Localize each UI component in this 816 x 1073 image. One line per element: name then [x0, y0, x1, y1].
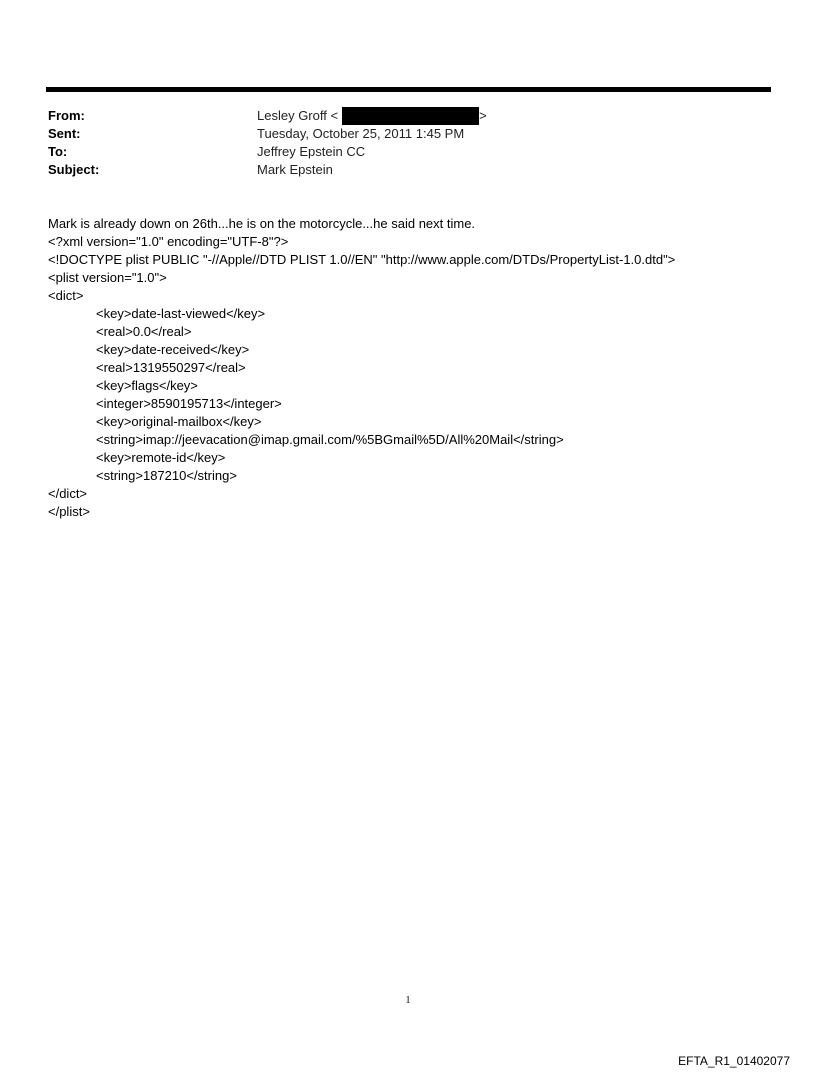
body-line: <key>date-last-viewed</key> [96, 306, 266, 321]
body-line: <key>remote-id</key> [96, 450, 226, 465]
body-line: <string>imap://jeevacation@imap.gmail.com/%5BGmail%5D/All%20Mail</string> [96, 432, 564, 447]
body-line: </dict> [48, 486, 88, 501]
from-label: From: [48, 108, 85, 123]
body-line: <?xml version="1.0" encoding="UTF-8"?> [48, 234, 289, 249]
top-divider [46, 87, 771, 92]
from-value [257, 107, 487, 125]
body-line: <key>flags</key> [96, 378, 198, 393]
to-label: To: [48, 144, 68, 159]
body-line: Mark is already down on 26th...he is on the motorcycle...he said next time. [48, 216, 476, 231]
from-close-bracket: > [479, 108, 487, 123]
body-line: </plist> [48, 504, 90, 519]
body-line: <key>date-received</key> [96, 342, 250, 357]
redaction-block [342, 107, 479, 125]
page-number: 1 [405, 995, 411, 1006]
sent-value: Tuesday, October 25, 2011 1:45 PM [257, 126, 465, 141]
body-line: <real>0.0</real> [96, 324, 192, 339]
document-id: EFTA_R1_01402077 [678, 1054, 790, 1068]
body-line: <dict> [48, 288, 84, 303]
subject-label: Subject: [48, 162, 100, 177]
body-line: <key>original-mailbox</key> [96, 414, 262, 429]
body-line: <!DOCTYPE plist PUBLIC "-//Apple//DTD PLIST 1.0//EN" "http://www.apple.com/DTDs/PropertyList-1.0.dtd"> [48, 252, 676, 267]
to-value: Jeffrey Epstein CC [257, 144, 366, 159]
body-line: <string>187210</string> [96, 468, 237, 483]
body-line: <integer>8590195713</integer> [96, 396, 282, 411]
email-body [48, 215, 778, 521]
from-open-bracket: < [330, 108, 339, 123]
subject-value: Mark Epstein [257, 162, 333, 177]
sent-label: Sent: [48, 126, 81, 141]
body-line: <real>1319550297</real> [96, 360, 246, 375]
from-name: Lesley Groff [257, 108, 327, 123]
body-line: <plist version="1.0"> [48, 270, 167, 285]
